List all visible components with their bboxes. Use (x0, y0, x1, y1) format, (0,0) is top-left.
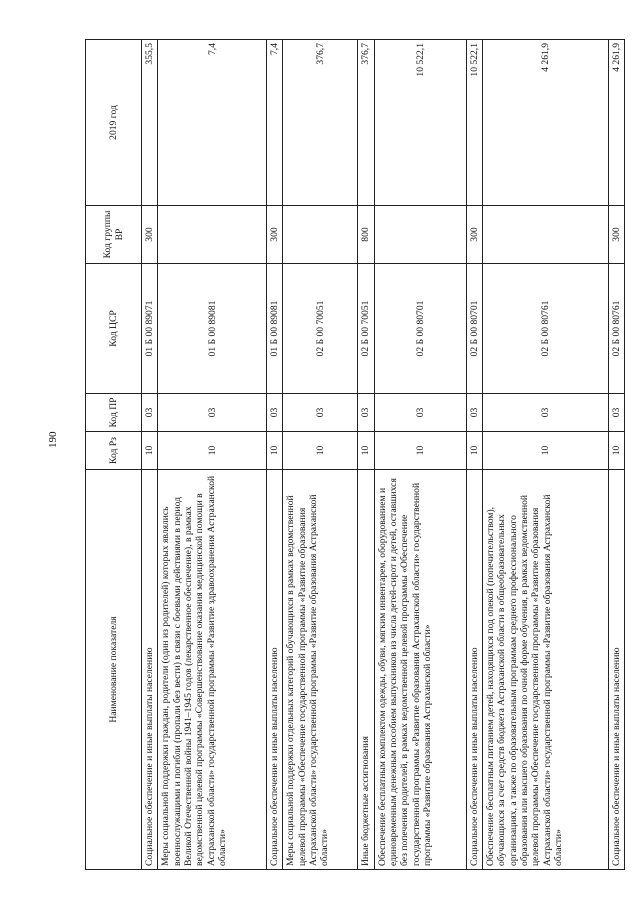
row-name: Социальное обеспечение и иные выплаты населению (267, 470, 283, 870)
row-vr: 300 (608, 206, 624, 264)
table-header-row (86, 40, 142, 870)
row-amount: 10 522,1 (374, 40, 466, 206)
row-rz: 10 (482, 432, 608, 470)
row-amount: 376,7 (283, 40, 358, 206)
row-name: Социальное обеспечение и иные выплаты населению (466, 470, 482, 870)
row-vr: 300 (142, 206, 158, 264)
row-rz: 10 (608, 432, 624, 470)
row-csr: 02 Б 00 70051 (283, 264, 358, 394)
row-rz: 10 (283, 432, 358, 470)
budget-table (85, 39, 625, 870)
table-row (608, 40, 624, 870)
row-name: Меры социальной поддержки граждан, родители (один из родителей) которых являлись военнослужащими и погибли (пропали без вести) в связи с боевыми действиями в период Великой Отечественной войны 1941–1945 годов (лекарственное обеспечение), в рамках ведомственной целевой программы «Совершенствование оказания медицинской помощи в Астраханской области» государственной программы «Развитие здравоохранения Астраханской области» (158, 470, 267, 870)
row-name: Социальное обеспечение и иные выплаты населению (608, 470, 624, 870)
row-csr: 01 Б 00 89081 (158, 264, 267, 394)
row-pr: 03 (374, 394, 466, 432)
table-row (158, 40, 267, 870)
table-row (358, 40, 374, 870)
header-name: Наименование показателя (86, 470, 142, 870)
row-amount: 376,7 (358, 40, 374, 206)
row-rz: 10 (466, 432, 482, 470)
header-year: 2019 год (86, 40, 142, 206)
row-vr (374, 206, 466, 264)
row-csr: 02 Б 00 80701 (466, 264, 482, 394)
row-csr: 02 Б 00 80761 (608, 264, 624, 394)
header-pr: Код ПР (86, 394, 142, 432)
row-csr: 02 Б 00 80761 (482, 264, 608, 394)
row-pr: 03 (267, 394, 283, 432)
row-vr: 300 (267, 206, 283, 264)
row-name: Социальное обеспечение и иные выплаты населению (142, 470, 158, 870)
row-vr (283, 206, 358, 264)
row-csr: 01 Б 00 89081 (267, 264, 283, 394)
row-csr: 02 Б 00 70051 (358, 264, 374, 394)
page-number: 190 (47, 431, 59, 448)
table-row (142, 40, 158, 870)
row-pr: 03 (482, 394, 608, 432)
row-rz: 10 (158, 432, 267, 470)
row-amount: 4 261,9 (482, 40, 608, 206)
row-pr: 03 (608, 394, 624, 432)
row-pr: 03 (358, 394, 374, 432)
row-csr: 01 Б 00 89071 (142, 264, 158, 394)
row-vr: 300 (466, 206, 482, 264)
row-pr: 03 (283, 394, 358, 432)
header-csr: Код ЦСР (86, 264, 142, 394)
row-vr: 800 (358, 206, 374, 264)
row-pr: 03 (466, 394, 482, 432)
header-vr: Код группы ВР (86, 206, 142, 264)
row-pr: 03 (142, 394, 158, 432)
row-amount: 7,4 (158, 40, 267, 206)
row-name: Иные бюджетные ассигнования (358, 470, 374, 870)
row-vr (158, 206, 267, 264)
row-rz: 10 (267, 432, 283, 470)
header-rz: Код Рз (86, 432, 142, 470)
row-rz: 10 (374, 432, 466, 470)
row-amount: 4 261,9 (608, 40, 624, 206)
row-pr: 03 (158, 394, 267, 432)
row-amount: 7,4 (267, 40, 283, 206)
row-name: Обеспечение бесплатным комплектом одежды, обуви, мягким инвентарем, оборудованием и единовременным денежным пособием выпускников из числа детей-сирот и детей, оставшихся без попечения родителей, в рамках ведомственной целевой программы «Обеспечение государственной программы «Развитие образования Астраханской области» государственной программы «Развитие образования Астраханской области» (374, 470, 466, 870)
row-name: Меры социальной поддержки отдельных категорий обучающихся в рамках ведомственной целевой программы «Обеспечение государственной программы «Развитие образования Астраханской области» государственной программы «Развитие образования Астраханской области» (283, 470, 358, 870)
row-amount: 10 522,1 (466, 40, 482, 206)
row-name: Обеспечение бесплатным питанием детей, находящихся под опекой (попечительством), обучающихся за счет средств бюджета Астраханской области в общеобразовательных организациях, а также по образовательным программам среднего профессионального образования или высшего образования по очной форме обучения, в рамках ведомственной целевой программы «Обеспечение государственной программы «Развитие образования Астраханской области» государственной программы «Развитие образования Астраханской области» (482, 470, 608, 870)
row-rz: 10 (358, 432, 374, 470)
table-row (267, 40, 283, 870)
table-row (466, 40, 482, 870)
table-row (374, 40, 466, 870)
row-rz: 10 (142, 432, 158, 470)
table-row (482, 40, 608, 870)
table-row (283, 40, 358, 870)
row-vr (482, 206, 608, 264)
row-amount: 355,5 (142, 40, 158, 206)
row-csr: 02 Б 00 80701 (374, 264, 466, 394)
budget-table-sheet (85, 40, 625, 870)
